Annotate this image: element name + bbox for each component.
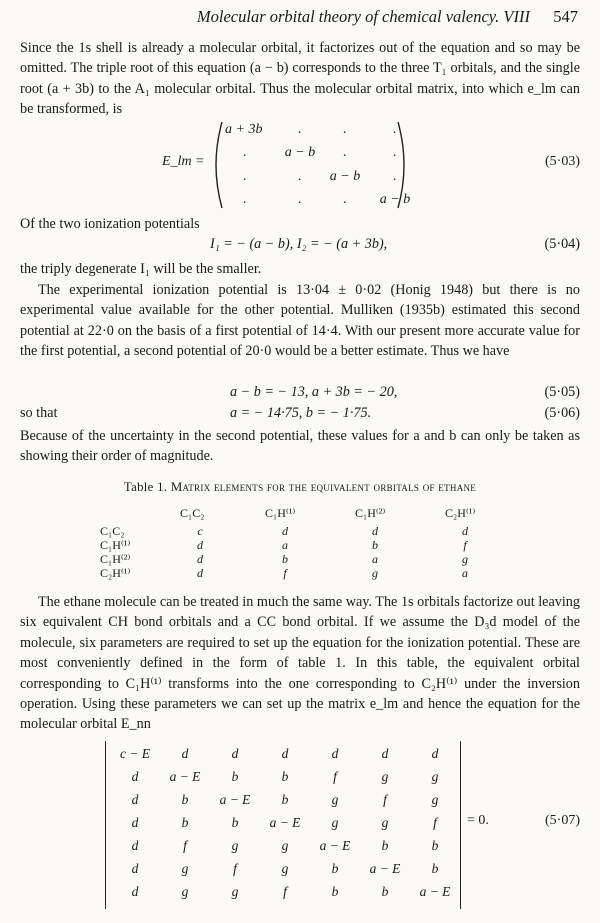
- determinant-cell: b: [281, 769, 289, 784]
- determinant-left-bar: [105, 741, 106, 909]
- running-title: Molecular orbital theory of chemical valency. VIII: [196, 7, 530, 26]
- table-cell: d: [372, 524, 378, 538]
- determinant-cell: d: [131, 861, 139, 876]
- determinant-cell: d: [131, 815, 139, 830]
- determinant-cell: b: [331, 861, 339, 876]
- matrix-cell: .: [243, 145, 247, 160]
- determinant-cell: b: [281, 792, 289, 807]
- equation-5-05: [20, 384, 580, 404]
- paragraph-6: The ethane molecule can be treated in much the same way. The 1s orbitals factorize out leaving six equivalent CH bond orbitals and a CC bond orbital. If we assume the D₃d model of the molecule, six parameters are required to set up the equation for the ionization potential. These are most conveniently defined in the form of table 1. In this table, the equivalent orbital corresponding to C₁H⁽¹⁾ transforms into the one corresponding to C₂H⁽¹⁾ under the inversion operation. Using these parameters we can set up the matrix e_lm and hence the equation for the molecular orbital E_nn: [20, 594, 580, 733]
- determinant-cell: d: [381, 746, 389, 761]
- table-cell: b: [372, 538, 378, 552]
- table-cell: f: [283, 566, 287, 580]
- left-paren: [208, 120, 224, 210]
- matrix-cell: .: [298, 122, 302, 137]
- determinant-cell: b: [231, 769, 239, 784]
- determinant-cell: b: [181, 792, 189, 807]
- table-cell: f: [463, 538, 467, 552]
- determinant-cell: d: [131, 884, 139, 899]
- table-cell: g: [462, 552, 468, 566]
- equation-lead: so that: [20, 405, 58, 421]
- determinant-cell: a − E: [169, 769, 201, 784]
- determinant-cell: g: [331, 792, 339, 807]
- determinant-cell: g: [181, 884, 189, 899]
- table-column-header: C₁C₂: [180, 506, 205, 520]
- equation-body: a − b = − 13, a + 3b = − 20,: [230, 384, 398, 400]
- table-cell: a: [372, 552, 378, 566]
- determinant-cell: f: [383, 792, 387, 807]
- determinant-cell: a − E: [369, 861, 401, 876]
- matrix-label: E_lm =: [162, 154, 205, 169]
- matrix-cell: .: [393, 169, 397, 184]
- table-caption-text: Matrix elements for the equivalent orbitals of ethane: [170, 480, 477, 494]
- determinant-cell: b: [431, 861, 439, 876]
- paragraph-2: Of the two ionization potentials: [20, 216, 200, 232]
- matrix-cell: .: [298, 192, 302, 207]
- determinant-cell: g: [281, 838, 289, 853]
- determinant-cell: f: [433, 815, 437, 830]
- table-caption-prefix: Table 1.: [123, 480, 168, 494]
- determinant-cell: f: [283, 884, 287, 899]
- determinant-cell: g: [231, 838, 239, 853]
- determinant-cell: b: [381, 884, 389, 899]
- matrix-cell: .: [393, 122, 397, 137]
- determinant-cell: b: [431, 838, 439, 853]
- table-column-header: C₂H⁽¹⁾: [445, 506, 476, 520]
- equation-body: I₁ = − (a − b), I₂ = − (a + 3b),: [210, 236, 388, 252]
- table-cell: b: [282, 552, 288, 566]
- determinant-cell: d: [431, 746, 439, 761]
- table-cell: c: [197, 524, 203, 538]
- determinant-cell: d: [131, 769, 139, 784]
- matrix-cell: a − b: [329, 169, 361, 184]
- matrix-cell: .: [343, 145, 347, 160]
- table-caption: [0, 480, 600, 495]
- determinant-cell: a − E: [319, 838, 351, 853]
- matrix-cell: .: [243, 192, 247, 207]
- table-cell: d: [197, 552, 203, 566]
- determinant-cell: b: [381, 838, 389, 853]
- table-row-label: C₁H⁽¹⁾: [100, 538, 131, 552]
- table-cell: g: [372, 566, 378, 580]
- determinant-cell: a − E: [269, 815, 301, 830]
- determinant-cell: g: [431, 769, 439, 784]
- table-cell: a: [462, 566, 468, 580]
- determinant-cell: g: [231, 884, 239, 899]
- determinant-cell: d: [331, 746, 339, 761]
- table-cell: a: [282, 538, 288, 552]
- determinant-cell: c − E: [119, 746, 151, 761]
- matrix-cell: .: [393, 145, 397, 160]
- paragraph-4: The experimental ionization potential is 13·04 ± 0·02 (Honig 1948) but there is no experimental value available for the other potential. Mulliken (1935b) estimated this second potential at 22·0 on the basis of a first potential of 14·4. With our present more accurate value for the first potential, a second potential of 20·0 would be a better estimate. Thus we have: [20, 282, 580, 360]
- table-cell: d: [462, 524, 468, 538]
- determinant-cell: a − E: [419, 884, 451, 899]
- matrix-cell: .: [343, 122, 347, 137]
- determinant-cell: f: [183, 838, 187, 853]
- paragraph-1: Since the 1s shell is already a molecular orbital, it factorizes out of the equation and so may be omitted. The triple root of this equation (a − b) corresponds to the three T₁ orbitals, and the single root (a + 3b) to the A₁ molecular orbital. Thus the molecular orbital matrix, into which e_lm can be transformed, is: [20, 40, 580, 118]
- equation-number: (5·06): [544, 405, 580, 421]
- paragraph-3: the triply degenerate I₁ will be the smaller.: [20, 261, 262, 277]
- equation-body: a = − 14·75, b = − 1·75.: [230, 405, 372, 421]
- table-row-label: C₁H⁽²⁾: [100, 552, 131, 566]
- table-column-header: C₁H⁽²⁾: [355, 506, 386, 520]
- matrix-cell: .: [343, 192, 347, 207]
- equation-number: (5·05): [544, 384, 580, 400]
- determinant-cell: d: [231, 746, 239, 761]
- equation-number: (5·04): [544, 236, 580, 252]
- matrix-cell: .: [243, 169, 247, 184]
- determinant-cell: b: [231, 815, 239, 830]
- equation-5-03: [20, 118, 580, 210]
- determinant-cell: b: [331, 884, 339, 899]
- determinant-cell: d: [281, 746, 289, 761]
- determinant-cell: d: [131, 838, 139, 853]
- matrix-cell: a − b: [284, 145, 316, 160]
- determinant-cell: f: [233, 861, 237, 876]
- matrix-cell: a − b: [379, 192, 411, 207]
- determinant-cell: d: [131, 792, 139, 807]
- equation-number-5-07: (5·07): [545, 813, 580, 828]
- determinant-cell: g: [331, 815, 339, 830]
- determinant: [105, 741, 485, 909]
- equation-number: (5·03): [545, 154, 580, 169]
- matrix-cell: .: [298, 169, 302, 184]
- determinant-cell: g: [281, 861, 289, 876]
- page-number: 547: [553, 7, 578, 26]
- table-column-header: C₁H⁽¹⁾: [265, 506, 296, 520]
- table-row-label: C₁C₂: [100, 524, 125, 538]
- equation-5-04: [20, 236, 580, 256]
- determinant-cell: g: [381, 769, 389, 784]
- determinant-cell: g: [431, 792, 439, 807]
- equation-5-06: [20, 405, 580, 425]
- table-row-label: C₂H⁽¹⁾: [100, 566, 131, 580]
- determinant-right-bar: [460, 741, 461, 909]
- determinant-cell: a − E: [219, 792, 251, 807]
- determinant-cell: f: [333, 769, 337, 784]
- page-header: [0, 7, 600, 29]
- table-cell: d: [197, 566, 203, 580]
- determinant-cell: d: [181, 746, 189, 761]
- determinant-equals: = 0.: [467, 813, 489, 828]
- paragraph-5: Because of the uncertainty in the second potential, these values for a and b can only be taken as showing their order of magnitude.: [20, 428, 580, 465]
- matrix-cell: a + 3b: [225, 122, 263, 137]
- table-cell: d: [282, 524, 288, 538]
- determinant-cell: g: [381, 815, 389, 830]
- table-cell: d: [197, 538, 203, 552]
- determinant-cell: g: [181, 861, 189, 876]
- determinant-cell: b: [181, 815, 189, 830]
